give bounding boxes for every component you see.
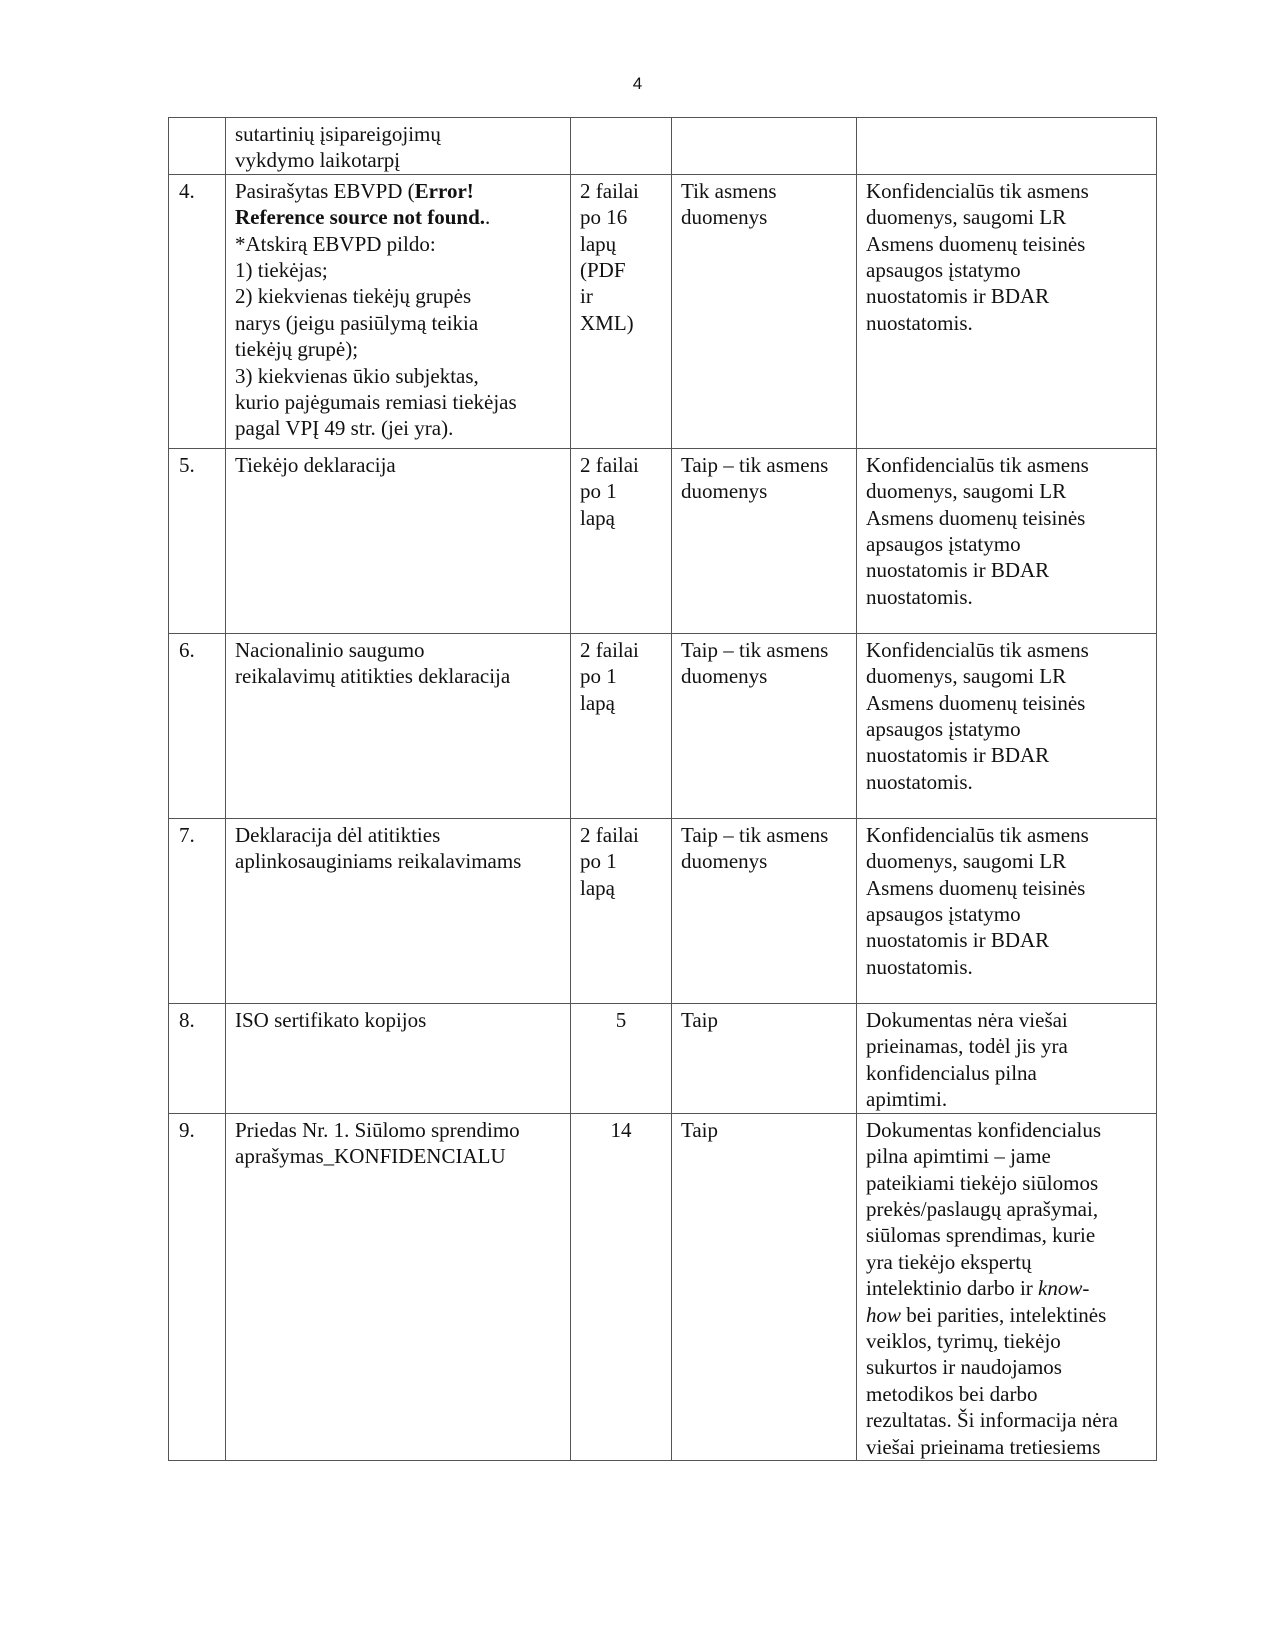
- justification-cell: [857, 818, 1157, 1003]
- text-line: 5: [615, 1007, 627, 1032]
- text-line: [866, 1328, 1148, 1354]
- table-row: [169, 1113, 1157, 1460]
- text-segment: Error!: [414, 178, 474, 203]
- text-segment: .: [485, 205, 491, 230]
- document-name-cell: [226, 1113, 571, 1460]
- text-line: 2 failai: [580, 637, 639, 662]
- text-line: [235, 663, 562, 689]
- row-number-cell: 9.: [169, 1113, 226, 1460]
- page-count-cell: [571, 174, 672, 448]
- text-line: [866, 1196, 1148, 1222]
- text-line: nuostatomis.: [866, 769, 973, 794]
- text-line: Konfidencialūs tik asmens: [866, 452, 1089, 477]
- text-segment: 2) kiekvienas tiekėjų grupės: [235, 284, 472, 309]
- text-line: Konfidencialūs tik asmens: [866, 822, 1089, 847]
- text-line: po 1: [580, 849, 617, 874]
- text-line: [866, 1143, 1148, 1169]
- row-number-cell: 5.: [169, 448, 226, 633]
- text-line: konfidencialus pilna: [866, 1060, 1037, 1085]
- text-line: duomenys, saugomi LR: [866, 205, 1067, 230]
- text-line: [235, 178, 562, 204]
- text-line: [866, 1275, 1148, 1301]
- text-line: [235, 637, 562, 663]
- text-line: [235, 1143, 562, 1169]
- text-line: nuostatomis.: [866, 310, 973, 335]
- text-line: apimtimi.: [866, 1087, 948, 1112]
- text-line: [235, 257, 562, 283]
- text-line: Konfidencialūs tik asmens: [866, 178, 1089, 203]
- justification-cell: [857, 118, 1157, 175]
- text-segment: veiklos, tyrimų, tiekėjo: [866, 1329, 1061, 1354]
- text-line: Asmens duomenų teisinės: [866, 231, 1086, 256]
- text-segment: know-: [1038, 1276, 1090, 1301]
- text-line: 2 failai: [580, 452, 639, 477]
- text-line: nuostatomis ir BDAR: [866, 743, 1050, 768]
- text-line: 2 failai: [580, 178, 639, 203]
- text-line: duomenys: [681, 664, 768, 689]
- text-segment: *Atskirą EBVPD pildo:: [235, 231, 436, 256]
- text-line: lapą: [580, 875, 615, 900]
- text-line: [866, 1117, 1148, 1143]
- text-segment: 1) tiekėjas;: [235, 258, 328, 283]
- text-line: [235, 1007, 562, 1033]
- text-line: duomenys: [681, 205, 768, 230]
- justification-cell: [857, 1003, 1157, 1113]
- confidential-cell: [672, 118, 857, 175]
- text-line: Taip – tik asmens: [681, 637, 829, 662]
- text-line: [235, 1117, 562, 1143]
- text-segment: Tiekėjo deklaracija: [235, 452, 396, 477]
- document-name-cell: [226, 1003, 571, 1113]
- text-line: lapą: [580, 505, 615, 530]
- text-line: (PDF: [580, 258, 626, 283]
- text-line: duomenys, saugomi LR: [866, 664, 1067, 689]
- text-line: apsaugos įstatymo: [866, 902, 1021, 927]
- text-line: Tik asmens: [681, 178, 777, 203]
- page-count-cell: [571, 633, 672, 818]
- page-number: 4: [632, 74, 643, 93]
- text-line: 2 failai: [580, 822, 639, 847]
- text-line: duomenys, saugomi LR: [866, 479, 1067, 504]
- confidential-cell: [672, 1113, 857, 1460]
- text-line: nuostatomis ir BDAR: [866, 928, 1050, 953]
- confidential-cell: [672, 174, 857, 448]
- text-segment: Reference source not found.: [235, 205, 486, 230]
- text-segment: viešai prieinama tretiesiems: [866, 1434, 1101, 1459]
- text-line: Taip – tik asmens: [681, 822, 829, 847]
- table-row: [169, 174, 1157, 448]
- document-name-cell: [226, 118, 571, 175]
- text-line: XML): [580, 310, 634, 335]
- page-count-cell: [571, 448, 672, 633]
- documents-table: [168, 117, 1157, 1461]
- row-number-cell: [169, 118, 226, 175]
- text-segment: vykdymo laikotarpį: [235, 148, 401, 173]
- confidential-cell: [672, 1003, 857, 1113]
- justification-cell: [857, 1113, 1157, 1460]
- text-segment: Dokumentas konfidencialus: [866, 1117, 1102, 1142]
- text-segment: intelektinio darbo ir: [866, 1276, 1039, 1301]
- text-line: [866, 1434, 1148, 1460]
- text-line: [235, 415, 562, 441]
- document-name-cell: [226, 633, 571, 818]
- text-line: lapų: [580, 231, 617, 256]
- text-line: apsaugos įstatymo: [866, 258, 1021, 283]
- text-line: Konfidencialūs tik asmens: [866, 637, 1089, 662]
- justification-cell: [857, 174, 1157, 448]
- confidential-cell: [672, 818, 857, 1003]
- text-line: [866, 1222, 1148, 1248]
- text-segment: Priedas Nr. 1. Siūlomo sprendimo: [235, 1117, 520, 1142]
- text-line: lapą: [580, 690, 615, 715]
- table-row: [169, 118, 1157, 175]
- text-line: Taip: [681, 1007, 719, 1032]
- text-line: nuostatomis.: [866, 584, 973, 609]
- text-line: [866, 1381, 1148, 1407]
- text-line: [866, 1249, 1148, 1275]
- text-segment: 3) kiekvienas ūkio subjektas,: [235, 363, 479, 388]
- text-line: [235, 848, 562, 874]
- confidential-cell: [672, 448, 857, 633]
- confidential-cell: [672, 633, 857, 818]
- text-segment: siūlomas sprendimas, kurie: [866, 1223, 1096, 1248]
- text-line: [235, 283, 562, 309]
- text-segment: sukurtos ir naudojamos: [866, 1355, 1062, 1380]
- text-segment: metodikos bei darbo: [866, 1381, 1038, 1406]
- page-count-cell: [571, 1003, 672, 1113]
- text-line: Asmens duomenų teisinės: [866, 875, 1086, 900]
- text-line: nuostatomis ir BDAR: [866, 558, 1050, 583]
- page-count-cell: [571, 1113, 672, 1460]
- text-line: [235, 452, 562, 478]
- text-line: prieinamas, todėl jis yra: [866, 1034, 1068, 1059]
- text-segment: sutartinių įsipareigojimų: [235, 122, 441, 146]
- document-name-cell: [226, 818, 571, 1003]
- text-segment: aprašymas_KONFIDENCIALU: [235, 1144, 506, 1169]
- text-line: [866, 1302, 1148, 1328]
- row-number-cell: 7.: [169, 818, 226, 1003]
- text-line: [235, 363, 562, 389]
- text-line: [235, 389, 562, 415]
- text-line: duomenys, saugomi LR: [866, 849, 1067, 874]
- text-segment: tiekėjų grupė);: [235, 337, 359, 362]
- text-segment: pagal VPĮ 49 str. (jei yra).: [235, 416, 454, 441]
- justification-cell: [857, 448, 1157, 633]
- text-line: [235, 204, 562, 230]
- text-segment: bei parities, intelektinės: [901, 1302, 1107, 1327]
- text-line: Dokumentas nėra viešai: [866, 1007, 1068, 1032]
- table-row: [169, 818, 1157, 1003]
- text-line: Asmens duomenų teisinės: [866, 505, 1086, 530]
- text-line: duomenys: [681, 479, 768, 504]
- text-segment: rezultatas. Ši informacija nėra: [866, 1408, 1118, 1433]
- text-line: apsaugos įstatymo: [866, 717, 1021, 742]
- text-line: nuostatomis ir BDAR: [866, 284, 1050, 309]
- document-name-cell: [226, 448, 571, 633]
- text-line: Taip – tik asmens: [681, 452, 829, 477]
- text-segment: pateikiami tiekėjo siūlomos: [866, 1170, 1099, 1195]
- text-line: [866, 1170, 1148, 1196]
- text-line: 14: [610, 1117, 632, 1142]
- text-line: [235, 336, 562, 362]
- text-segment: pilna apimtimi – jame: [866, 1144, 1051, 1169]
- page-count-cell: [571, 118, 672, 175]
- text-segment: Nacionalinio saugumo: [235, 637, 425, 662]
- row-number-cell: 8.: [169, 1003, 226, 1113]
- table-row: [169, 633, 1157, 818]
- text-line: [235, 121, 562, 147]
- text-line: nuostatomis.: [866, 954, 973, 979]
- text-segment: prekės/paslaugų aprašymai,: [866, 1197, 1099, 1222]
- text-line: po 1: [580, 664, 617, 689]
- document-name-cell: [226, 174, 571, 448]
- text-line: ir: [580, 284, 593, 309]
- table-row: [169, 1003, 1157, 1113]
- text-line: Asmens duomenų teisinės: [866, 690, 1086, 715]
- text-line: duomenys: [681, 849, 768, 874]
- text-segment: Pasirašytas EBVPD (: [235, 178, 415, 203]
- text-line: [235, 822, 562, 848]
- text-segment: ISO sertifikato kopijos: [235, 1007, 427, 1032]
- text-segment: how: [866, 1302, 902, 1327]
- text-line: [866, 1354, 1148, 1380]
- text-segment: reikalavimų atitikties deklaracija: [235, 664, 511, 689]
- row-number-cell: 4.: [169, 174, 226, 448]
- table-row: [169, 448, 1157, 633]
- text-line: [235, 310, 562, 336]
- text-line: Taip: [681, 1117, 719, 1142]
- page-count-cell: [571, 818, 672, 1003]
- justification-cell: [857, 633, 1157, 818]
- text-line: po 16: [580, 205, 628, 230]
- text-line: [235, 147, 562, 173]
- text-segment: aplinkosauginiams reikalavimams: [235, 849, 522, 874]
- text-segment: narys (jeigu pasiūlymą teikia: [235, 310, 479, 335]
- text-segment: Deklaracija dėl atitikties: [235, 822, 441, 847]
- text-line: [235, 231, 562, 257]
- text-line: po 1: [580, 479, 617, 504]
- text-line: apsaugos įstatymo: [866, 532, 1021, 557]
- text-segment: kurio pajėgumais remiasi tiekėjas: [235, 390, 517, 415]
- text-line: [866, 1407, 1148, 1433]
- row-number-cell: 6.: [169, 633, 226, 818]
- text-segment: yra tiekėjo ekspertų: [866, 1249, 1032, 1274]
